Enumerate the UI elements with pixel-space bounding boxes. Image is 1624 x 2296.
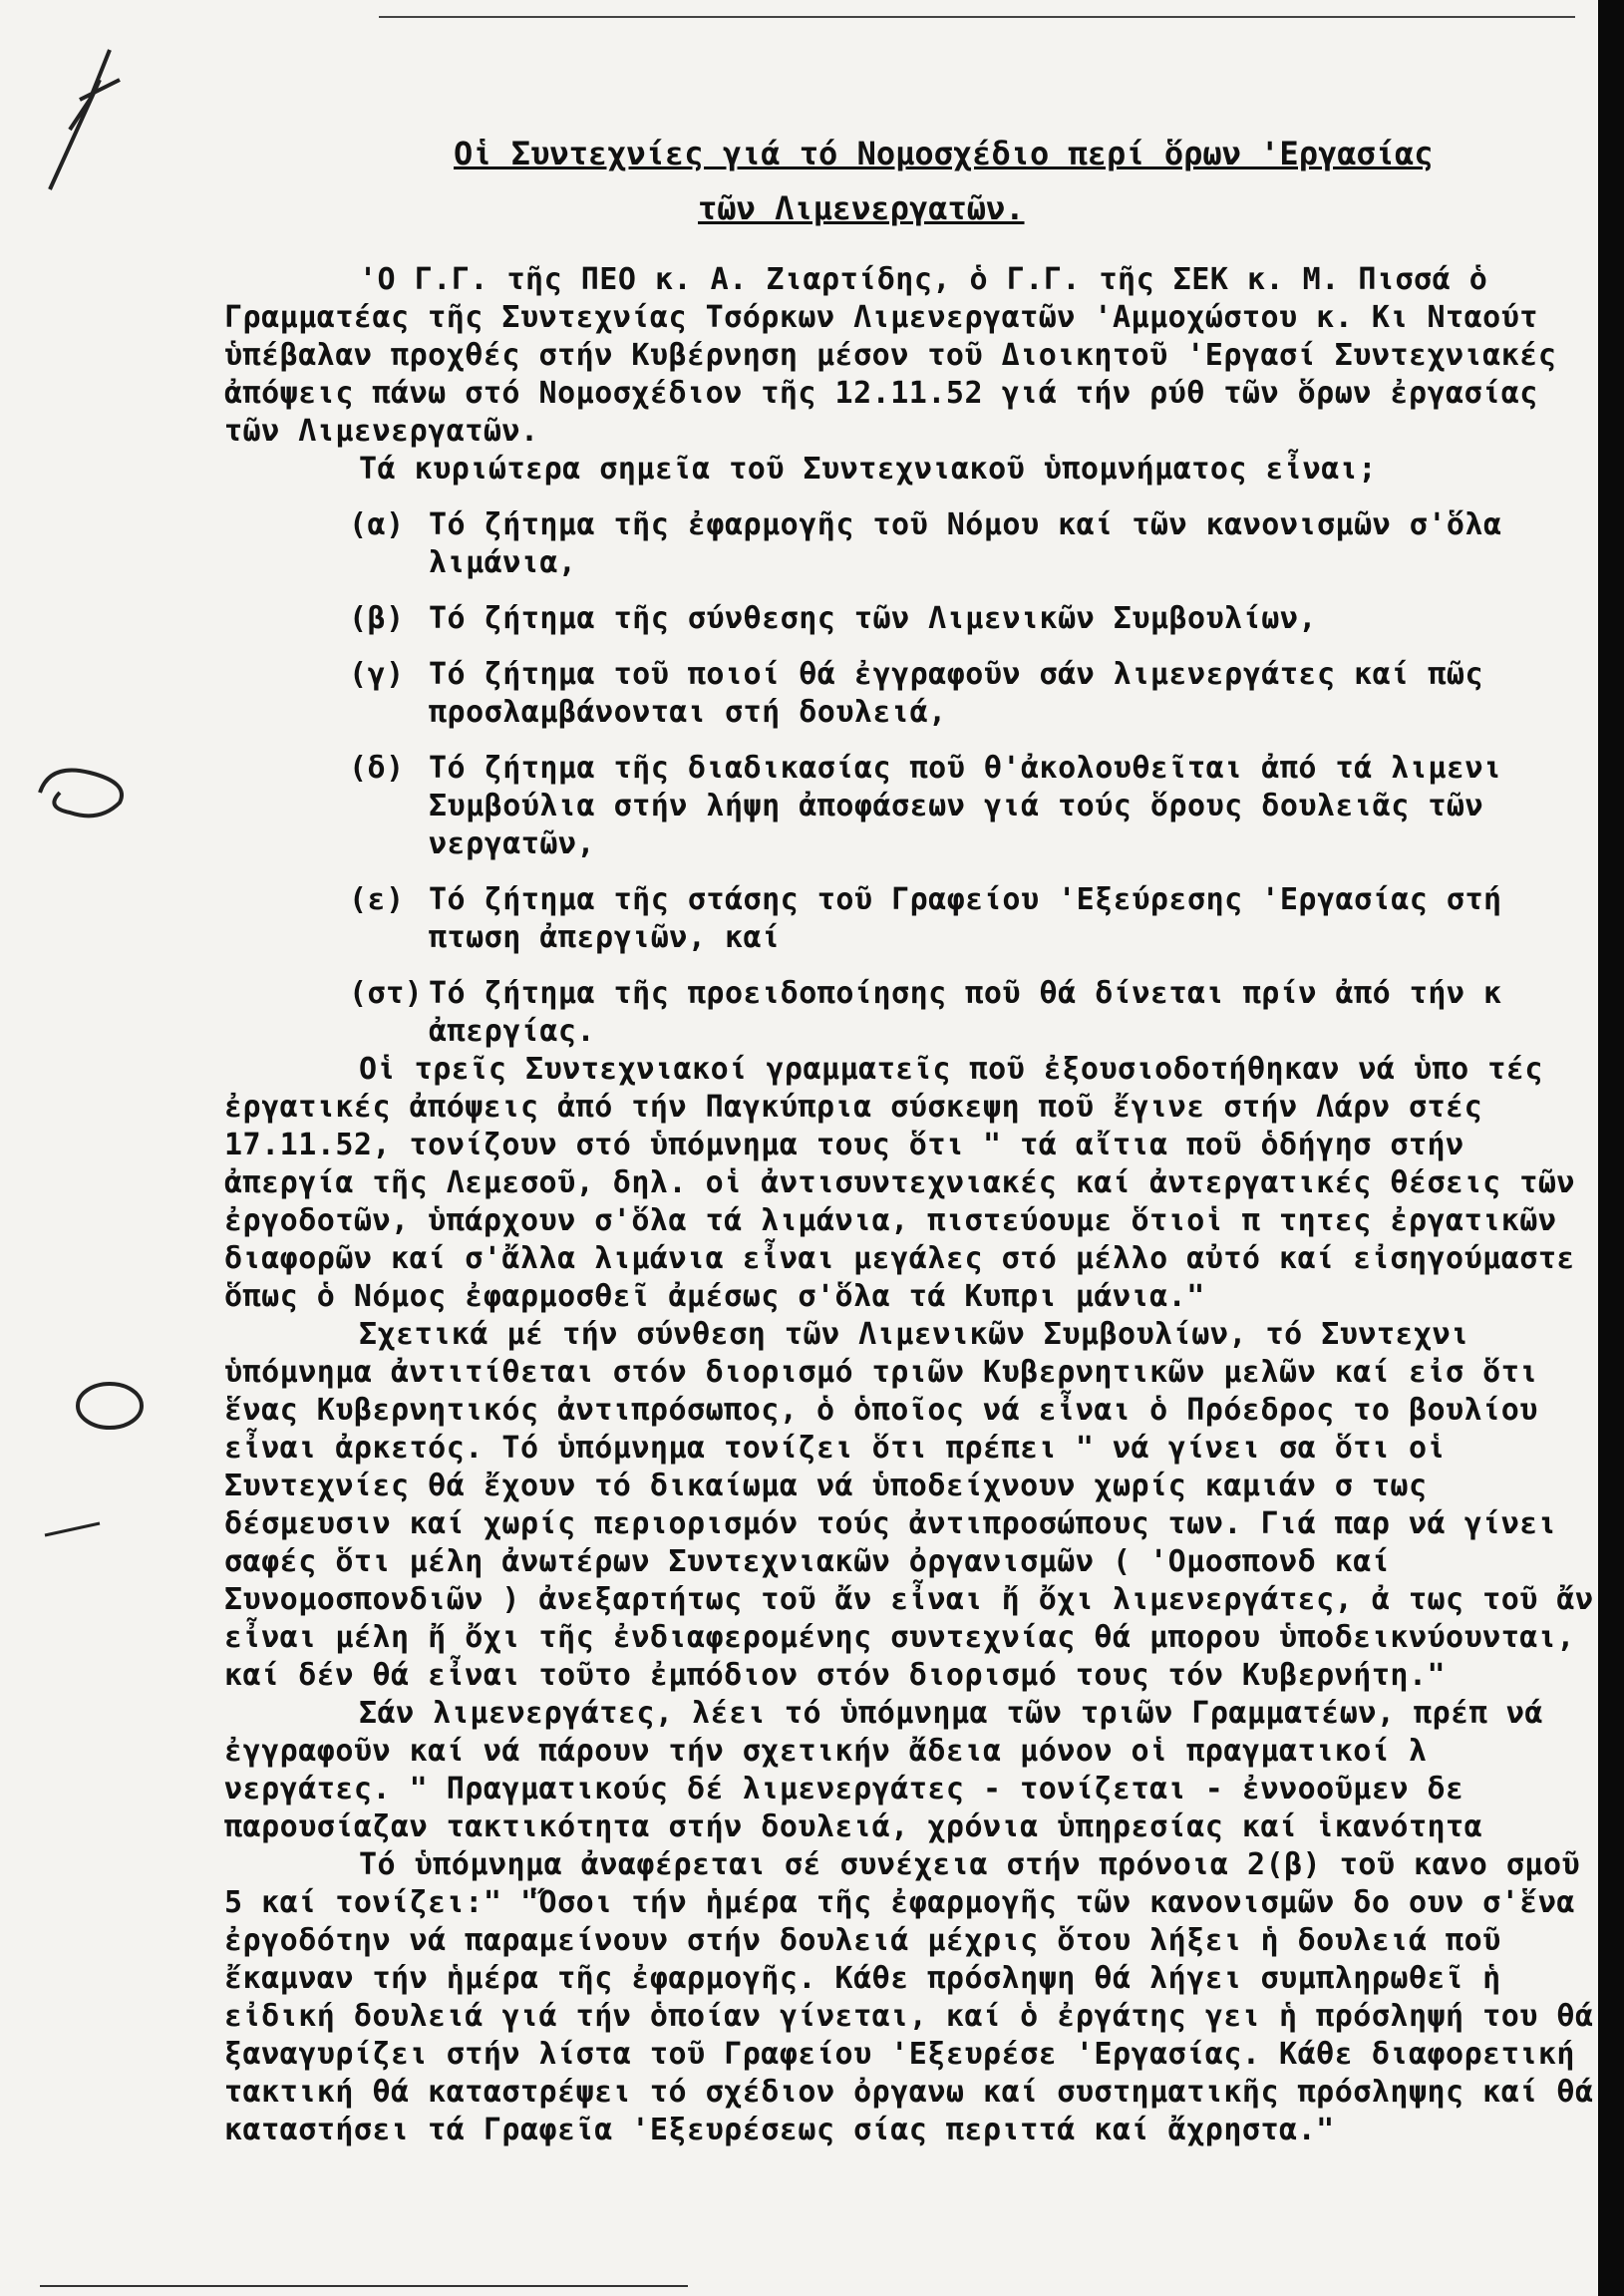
secretaries-paragraph: Οἱ τρεῖς Συντεχνιακοί γραμματεῖς ποῦ ἐξουσιοδοτήθηκαν νά ὑπο τές ἐργατικές ἀπόψεις ἀπό τήν Παγκύπρια σύσκεψη ποῦ ἔγινε στήν Λάρν στές 17.11.52, τονίζουν στό ὑπόμνημα τους ὅτι " τά αἴτια ποῦ ὁδήγησ στήν ἀπεργία τῆς Λεμεσοῦ, δηλ. οἱ ἀντισυντεχνιακές καί ἀντεργατικές θέσεις τῶν ἐργοδοτῶν, ὑπάρχουν σ'ὅλα τά λιμάνια, πιστεύουμε ὅτιοἱ π τητες ἐργατικῶν διαφορῶν καί σ'ἄλλα λιμάνια εἶναι μεγάλες στό μέλλο αὐτό καί εἰσηγούμαστε ὅπως ὁ Νόμος ἐφαρμοσθεῖ ἀμέσως σ'ὅλα τά Κυπρι μάνια." bbox=[224, 1052, 1575, 1314]
list-item-label: (στ) bbox=[349, 976, 424, 1011]
list-item-text: Τό ζήτημα τῆς διαδικασίας ποῦ θ'ἀκολουθεῖται ἀπό τά λιμενι Συμβούλια στήν λήψη ἀποφάσεων γιά τούς ὅρους δουλειᾶς τῶν νεργατῶν, bbox=[429, 751, 1502, 861]
list-item-label: (γ) bbox=[349, 657, 405, 692]
document-title-line-2: τῶν Λιμενεργατῶν. bbox=[698, 189, 1025, 227]
list-item-text: Τό ζήτημα τῆς σύνθεσης τῶν Λιμενικῶν Συμβουλίων, bbox=[429, 601, 1317, 636]
list-item-label: (ε) bbox=[349, 882, 405, 917]
list-item-text: Τό ζήτημα τῆς στάσης τοῦ Γραφείου 'Εξεύρεσης 'Εργασίας στή πτωση ἀπεργιῶν, καί bbox=[429, 882, 1502, 955]
provision-paragraph: Τό ὑπόμνημα ἀναφέρεται σέ συνέχεια στήν πρόνοια 2(β) τοῦ κανο σμοῦ 5 καί τονίζει:" "Ὅσοι τήν ἡμέρα τῆς ἐφαρμογῆς τῶν κανονισμῶν δο ουν σ'ἕνα ἐργοδότην νά παραμείνουν στήν δουλειά μέχρις ὅτου λήξει ἡ δουλειά ποῦ ἔκαμναν τήν ἡμέρα τῆς ἐφαρμογῆς. Κάθε πρόσληψη θά λήγει συμπληρωθεῖ ἡ εἰδική δουλειά γιά τήν ὁποίαν γίνεται, καί ὁ ἐργάτης γει ἡ πρόσληψή του θά ξαναγυρίζει στήν λίστα τοῦ Γραφείου 'Εξευρέσε 'Εργασίας. Κάθε διαφορετική τακτική θά καταστρέψει τό σχέδιον ὀργανω καί συστηματικῆς πρόσληψης καί θά καταστήσει τά Γραφεῖα 'Εξευρέσεως σίας περιττά καί ἄχρηστα." bbox=[224, 1847, 1594, 2147]
document-body bbox=[224, 261, 1600, 2149]
list-item-label: (α) bbox=[349, 507, 405, 542]
margin-ink-mark-top bbox=[30, 40, 140, 219]
list-item bbox=[349, 656, 1600, 732]
list-item-text: Τό ζήτημα τοῦ ποιοί θά ἐγγραφοῦν σάν λιμενεργάτες καί πῶς προσλαμβάνονται στή δουλειά, bbox=[429, 657, 1484, 730]
registration-paragraph: Σάν λιμενεργάτες, λέει τό ὑπόμνημα τῶν τριῶν Γραμματέων, πρέπ νά ἐγγραφοῦν καί νά πάρουν τήν σχετικήν ἄδεια μόνον οἱ πραγματικοί λ νεργάτες. " Πραγματικούς δέ λιμενεργάτες - τονίζεται - ἐννοοῦμεν δε παρουσίαζαν τακτικότητα στήν δουλειά, χρόνια ὑπηρεσίας καί ἱκανότητα bbox=[224, 1696, 1543, 1844]
list-item bbox=[349, 750, 1600, 863]
list-item bbox=[349, 881, 1600, 957]
document-title-line-1: Οἱ Συντεχνίες γιά τό Νομοσχέδιο περί ὅρων 'Εργασίας bbox=[454, 135, 1434, 172]
list-item-text: Τό ζήτημα τῆς προειδοποίησης ποῦ θά δίνεται πρίν ἀπό τήν κ ἀπεργίας. bbox=[429, 976, 1502, 1049]
margin-ink-mark-stroke bbox=[40, 1515, 110, 1545]
intro-paragraph: 'Ο Γ.Γ. τῆς ΠΕΟ κ. Α. Ζιαρτίδης, ὁ Γ.Γ. τῆς ΣΕΚ κ. Μ. Πισσά ὁ Γραμματέας τῆς Συντεχνίας Τσόρκων Λιμενεργατῶν 'Αμμοχώστου κ. Κι Νταούτ ὑπέβαλαν προχθές στήν Κυβέρνηση μέσον τοῦ Διοικητοῦ 'Εργασί Συντεχνιακές ἀπόψεις πάνω στό Νομοσχέδιον τῆς 12.11.52 γιά τήν ρύθ τῶν ὅρων ἐργασίας τῶν Λιμενεργατῶν. bbox=[224, 262, 1557, 449]
scan-dark-edge bbox=[1598, 0, 1624, 2296]
scan-top-rule bbox=[379, 16, 1575, 18]
list-item-label: (β) bbox=[349, 601, 405, 636]
list-item bbox=[349, 506, 1600, 582]
list-item bbox=[349, 600, 1600, 638]
composition-paragraph: Σχετικά μέ τήν σύνθεση τῶν Λιμενικῶν Συμβουλίων, τό Συντεχνι ὑπόμνημα ἀντιτίθεται στόν διορισμό τριῶν Κυβερνητικῶν μελῶν καί εἰσ ὅτι ἕνας Κυβερνητικός ἀντιπρόσωπος, ὁ ὁποῖος νά εἶναι ὁ Πρόεδρος το βουλίου εἶναι ἀρκετός. Τό ὑπόμνημα τονίζει ὅτι πρέπει " νά γίνει σα ὅτι οἱ Συντεχνίες θά ἔχουν τό δικαίωμα νά ὑποδείχνουν χωρίς καμιάν σ τως δέσμευσιν καί χωρίς περιορισμόν τούς ἀντιπροσώπους των. Γιά παρ νά γίνει σαφές ὅτι μέλη ἀνωτέρων Συντεχνιακῶν ὀργανισμῶν ( 'Ομοσπονδ καί Συνομοσπονδιῶν ) ἀνεξαρτήτως τοῦ ἄν εἶναι ἤ ὄχι λιμενεργάτες, ἀ τως τοῦ ἄν εἶναι μέλη ἤ ὄχι τῆς ἐνδιαφερομένης συντεχνίας θά μπορου ὑποδεικνύουνται, καί δέν θά εἶναι τοῦτο ἐμπόδιον στόν διορισμό τους τόν Κυβερνήτη." bbox=[224, 1317, 1594, 1693]
list-item-text: Τό ζήτημα τῆς ἐφαρμογῆς τοῦ Νόμου καί τῶν κανονισμῶν σ'ὅλα λιμάνια, bbox=[429, 507, 1502, 580]
margin-ink-mark-circle bbox=[70, 1376, 150, 1436]
list-item-label: (δ) bbox=[349, 751, 405, 786]
margin-ink-mark-loop bbox=[30, 758, 140, 827]
list-item bbox=[349, 975, 1600, 1051]
points-intro: Τά κυριώτερα σημεῖα τοῦ Συντεχνιακοῦ ὑπομνήματος εἶναι; bbox=[359, 452, 1377, 487]
scan-bottom-rule bbox=[40, 2285, 688, 2287]
